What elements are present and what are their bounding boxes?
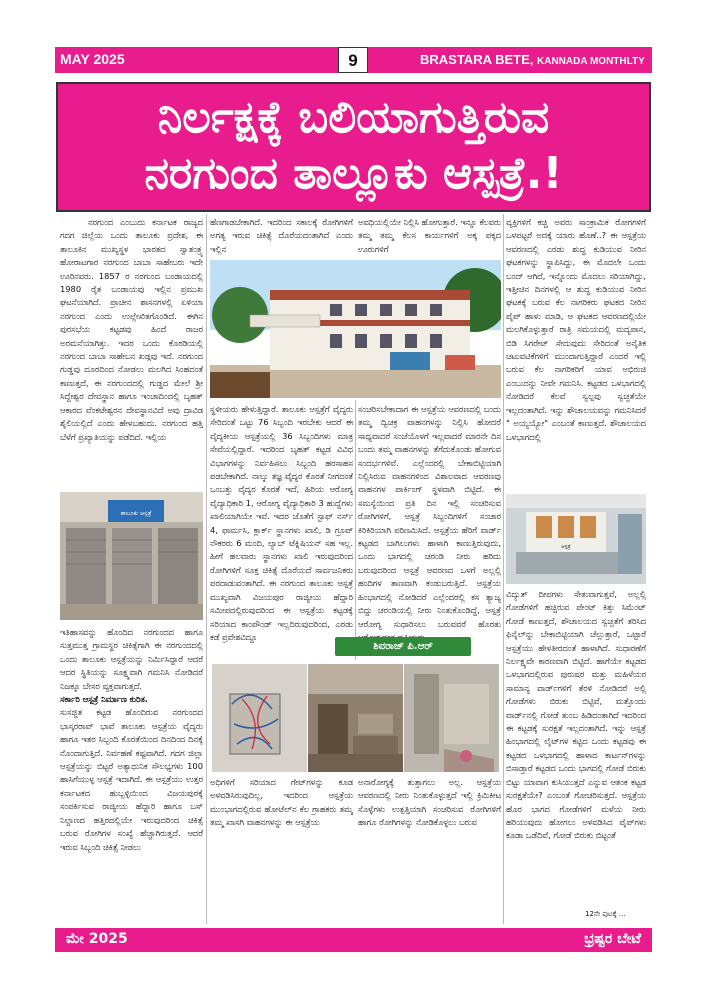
page-number: 9 [338, 47, 368, 73]
footer-date: ಮೇ 2025 [66, 931, 128, 947]
article-paragraph: ಸ್ಥಳೀಯರು ಹೇಳುತ್ತಿದ್ದಾರೆ. ತಾಲೂಕು ಆಸ್ಪತ್ರೆಗೆ ವೈದ್ಯರು ಸೇರಿದಂತೆ ಒಟ್ಟು 76 ಸಿಬ್ಬಂದಿ ಇರಬೇಕು ಆದರೆ ಈ ವೈದ್ಯಕೀಯ ಆಸ್ಪತ್ರೆಯಲ್ಲಿ 36 ಸಿಬ್ಬಂದಿಗಳು ಮಾತ್ರ ಸೇವೆಯಲ್ಲಿದ್ದಾರೆ. ಇದರಿಂದ ಬೃಹತ್ ಕಟ್ಟಡ ವಿವಿಧ ವಿಭಾಗಗಳನ್ನು ನಿರ್ವಹಿಸಲು ಸಿಬ್ಬಂದಿ ಹರಸಾಹಸ ಪಡಬೇಕಾಗಿದೆ. ನಾಲ್ಕು ತಜ್ಞ ವೈದ್ಯರ ಕೊರತೆ ನೀಗದಂತೆ ಒಂಬತ್ತು ವೈದ್ಯರ ಕೊರತೆ ಇದೆ, ಹಿರಿಯ ಆರೋಗ್ಯ ವೈದ್ಯಾಧಿಕಾರಿ 1, ಆರೋಗ್ಯ ವೈದ್ಯಾಧಿಕಾರಿ 3 ಹುದ್ದೆಗಳು ಖಾಲಿಯಾಗಿಯೇ ಇವೆ. ಇದರ ಜೊತೆಗೆ ಸ್ಟಾಫ್ ನರ್ಸ್ 4, ಫಾರ್ಮಸಿ, ಕ್ಲಾರ್ಕ್ ಸ್ಥಾನಗಳು ಖಾಲಿ, ಡಿ ಗ್ರೂಪ್ ನೌಕರರು 6 ಮಂದಿ, ಲ್ಯಾಬ್ ಟೆಕ್ನಿಷಿಯನ್ ಸಹ ಇಲ್ಲ. ಹೀಗೆ ಹಲವಾರು ಸ್ಥಾನಗಳು ಖಾಲಿ ಇರುವುದರಿಂದ ರೋಗಿಗಳಿಗೆ ಸೂಕ್ತ ಚಿಕಿತ್ಸೆ ದೊರೆಯದೆ ಸಾರ್ವಜನಿಕರು ಪರದಾಡುವಂತಾಗಿದೆ. ಈ ನರಗುಂದ ತಾಲೂಕು ಆಸ್ಪತ್ರೆ ಮುಖ್ಯವಾಗಿ ವಿಜಯಪುರ ರಾಜ್ಯೀಯ ಹೆದ್ದಾರಿ ಸಮೀಪದಲ್ಲಿರುವುದರಿಂದ ಈ ಆಸ್ಪತ್ರೆಯ ಕಟ್ಟಡಕ್ಕೆ ಸರಿಯಾದ ಕಾಂಪೌಂಡ್ ಇಲ್ಲದಿರುವುದರಿಂದ, ಎರಡು ಕಡೆ ಪ್ರವೇಶವಿದ್ದೂ [210, 404, 353, 642]
article-paragraph: ವ್ಯಕ್ತಿಗಳಿಗೆ ಕಚ್ಚಿ ಅವರು ಸಾಂಕ್ರಾಮಿಕ ರೋಗಗಳಿಗೆ ಒಳಪಟ್ಟರೆ ಅದಕ್ಕೆ ಯಾರು ಹೊಣೆ..? ಈ ಆಸ್ಪತ್ರೆಯ ಆವರಣದಲ್ಲಿ ಎರಡು ಶುದ್ಧ ಕುಡಿಯುವ ನೀರಿನ ಘಟಕಗಳನ್ನು ಸ್ಥಾಪಿಸಿದ್ದು, ಈ ಮೊದಲೇ ಒಂದು ಬಂದ್ ಆಗಿದೆ, ಇನ್ನೊಂದು ಮೊದಲು ಸರಿಯಾಗಿದ್ದು, ಇತ್ತೀಚಿನ ದಿನಗಳಲ್ಲಿ ಆ ಶುದ್ಧ ಕುಡಿಯುವ ನೀರಿನ ಘಟಕಕ್ಕೆ ಬರುವ ಕೆಲ ನಾಗರಿಕರು ಘಟಕದ ನೀರಿನ ಪೈಪ್ ಹಾಳು ಮಾಡಿ, ಆ ಘಟಕದ ಆವರಣದಲ್ಲಿಯೇ ಮಲಗಿಕೊಳ್ಳುತ್ತಾರೆ ರಾತ್ರಿ ಸಮಯದಲ್ಲಿ ಮದ್ಯಪಾನ, ಬಿಡಿ ಸಿಗರೇಟ್ ಸೇದುವುದು ಸೇರಿದಂತೆ ಅನೈತಿಕ ಚಟುವಟಿಕೆಗಳಿಗೆ ಮುಂದಾಗುತ್ತಿದ್ದಾರೆ ಎಂದರೆ ಇಲ್ಲಿ ಬರುವ ಕೆಲ ನಾಗರಿಕರಿಗೆ ಯಾವ ಅಭಿರುಚಿ ಎಂಬುದನ್ನು ನೀವೇ ಗಮನಿಸಿ. ಕಟ್ಟಡದ ಒಳಭಾಗದಲ್ಲಿ ನೋಡಿದರೆ ಕೆಲವೆ ಸ್ವಲ್ಪವು ಸ್ವಚ್ಛತೆಯೇ ಇಲ್ಲದಂತಾಗಿದೆ. ಇನ್ನು ಶೌಚಾಲಯವನ್ನು ಗಮನಿಸಿದರೆ " ಅಯ್ಯಯ್ಯೋ" ಎಂಬಂತೆ ಕಾಣುತ್ತದೆ. ಶೌಚಾಲಯದ ಒಳಭಾಗದಲ್ಲಿ [506, 217, 646, 442]
article-col1-top [60, 216, 203, 486]
article-col3-top [358, 216, 501, 258]
article-paragraph: ಅಧಿಗಳಿಗೆ ಸರಿಯಾದ ಗೇಟ್‌ಗಳನ್ನು ಕೂಡ ಅಳವಡಿಸಿರುವುದಿಲ್ಲ, ಇದರಿಂದ ಆಸ್ಪತ್ರೆಯ ಮುಂಭಾಗದಲ್ಲಿರುವ ಹೋಟೆಲ್‌ನ ಕೆಲ ಗ್ರಾಹಕರು ತಮ್ಮ ತಮ್ಮ ಖಾಸಗಿ ವಾಹನಗಳನ್ನು ಈ ಆಸ್ಪತ್ರೆಯ [210, 777, 353, 828]
footer-bar [55, 928, 652, 952]
article-col3-bottom [358, 776, 501, 924]
subheading: ಸರ್ಕಾರಿ ಆಸ್ಪತ್ರೆ ನಿರ್ಮಾಣ ಕುರಿತ. [60, 694, 148, 705]
article-paragraph: ಹೆಣಗಾಡಬೇಕಾಗಿದೆ. ಇದರಿಂದ ಸಕಾಲಕ್ಕೆ ರೋಗಿಗಳಿಗೆ ಅಗತ್ಯ ಇರುವ ಚಿಕಿತ್ಸೆ ದೊರೆಯದಂತಾಗಿದೆ ಎಂದು ಇಲ್ಲಿನ [210, 217, 353, 254]
issue-date: MAY 2025 [60, 51, 125, 67]
column-divider [503, 214, 504, 924]
column-divider [206, 214, 207, 924]
shop-sign-text: ತಾಲೂಕು ಆಸ್ಪತ್ರೆ [120, 510, 152, 517]
article-paragraph: ವಿದ್ಯುತ್ ದೀಪಗಳು ಸೇತುವಾಗುತ್ತವೆ, ಅಲ್ಲಲ್ಲಿ ಗೋಡೆಗಳಿಗೆ ಹಚ್ಚಿರುವ ಪೇಂಟ್ ಕಿತ್ತು ಸಿಮೆಂಟ್ ಗೋಡೆ ಕಾಣುತ್ತದೆ, ಶೌಚಾಲಯದ ಸ್ವಚ್ಛತೆಗೆ ತರಿಸಿದ ಫಿನೈಲ್‌ನ್ನು ಬೇಕಾಬಿಟ್ಟಿಯಾಗಿ ಚೆಲ್ಲುತ್ತಾರೆ, ಒಟ್ಟಾರೆ ಆಸ್ಪತ್ರೆಯು ಹೇಳತೀರದಂತೆ ಹಾಳಾಗಿದೆ. ಸುಧಾರಣೆಗೆ ನಿರ್ಲಕ್ಷ್ಯವೇ ಕಾರಣವಾಗಿ ಬಿಟ್ಟಿದೆ. ಹಾಗೆಯೇ ಕಟ್ಟಡದ ಒಳಭಾಗದಲ್ಲಿರುವ ಪುರುಷರ ಮತ್ತು ಮಹಿಳೆಯರ ಸಾಮಾನ್ಯ ವಾರ್ಡ್‌ಗಳಿಗೆ ತೆರಳಿ ನೋಡಿದರೆ ಅಲ್ಲಿ ಗೋಡೆಗಳು ಬಿರುಕು ಬಿಟ್ಟಿವೆ, ಮತ್ತೊಂದು ವಾರ್ಡ್‌ನಲ್ಲಿ ಗೋಡೆ ತುಂಬ ಹಿಡಿದಂತಾಗಿದೆ ಇದರಿಂದ ಈ ಕಟ್ಟಡಕ್ಕೆ ಸುರಕ್ಷತೆ ಇಲ್ಲದಂತಾಗಿದೆ. ಇನ್ನು ಆಸ್ಪತ್ರೆ ಹಿಂಭಾಗದಲ್ಲಿ ಲೈಟ್‌ಗಳ ಕಟ್ಟಿದ ಒಂದು ಕಟ್ಟಡವು ಈ ಕಟ್ಟಡದ ಒಳಭಾಗದಲ್ಲಿ ಹಾಳಾದ ಕಾರ್ಟನ್‌ಗಳನ್ನು ಬಿಸಾಡ್ತಾರೆ ಕಟ್ಟಡದ ಒಂದು ಭಾಗದಲ್ಲಿ ಗೋಡೆ ಬಿರುಕು ಬಿಟ್ಟು ಯಾವಾಗ ಕುಸಿಯುತ್ತದೆ ಎನ್ನುವ ಆತಂಕ ಕಟ್ಟಡ ಸುರಕ್ಷತೆಯೇ? ಎಂಬಂತೆ ಗೋಚರಿಸುತ್ತದೆ. ಆಸ್ಪತ್ರೆಯ ಹೊರ ಭಾಗದ ಗೋಡೆಗಳಿಗೆ ಮಳೆಯ ನೀರು ಹರಿಯುವುದು ಹೋಗಲು ಅಳವಡಿಸಿದ ಪೈಪ್‌ಗಳು ಕೂಡಾ ಒಡೆದಿವೆ, ಗೋಡೆ ಬಿರುಕು ಬಿಟ್ಟಂತೆ [506, 589, 646, 841]
article-paragraph: ಅನಾರೋಗ್ಯಕ್ಕೆ ತುತ್ತಾಗಲು ಅಲ್ಲ. ಆಸ್ಪತ್ರೆಯ ಆವರಣದಲ್ಲಿ ನೀರು ನಿಂತುಕೊಳ್ಳುತ್ತದೆ ಇಲ್ಲಿ ಕ್ರಿಮಿಕೀಟ ಸೊಳ್ಳೆಗಳು ಉತ್ಪತ್ತಿಯಾಗಿ ಸಂಚರಿಸುವ ರೋಗಿಗಳಿಗೆ ಹಾಗೂ ರೋಗಿಗಳನ್ನು ನೋಡಿಕೊಳ್ಳಲು ಬರುವ [358, 777, 501, 828]
article-col4-mid [506, 588, 646, 908]
article-paragraph: ಅವಧಿಯಲ್ಲಿಯೇ ನಿಲ್ಲಿಸಿ ಹೋಗುತ್ತಾರೆ. ಇನ್ನೂ ಕೆಲವರು ತಮ್ಮ ತಮ್ಮ ಕೆಲಸ ಕಾರ್ಯಗಳಿಗೆ ಅಕ್ಕ ಪಕ್ಕದ ಊರುಗಳಿಗೆ [358, 217, 501, 254]
article-col3-mid [358, 403, 501, 658]
photo-shop-front [60, 492, 203, 620]
article-col4-top [506, 216, 646, 491]
photo-ward-interior [308, 664, 403, 772]
headline-line-2: ನರಗುಂದ ತಾಲ್ಲೂಕು ಆಸ್ಪತ್ರೆ.! [144, 148, 563, 199]
article-col1-bottom [60, 626, 203, 922]
article-paragraph: ಸುಸಜ್ಜಿತ ಕಟ್ಟಡ ಹೊಂದಿರುವ ನರಗುಂದದ ಭಾಸ್ಕರರಾವ್ ಭಾವೆ ತಾಲೂಕು ಆಸ್ಪತ್ರೆಯ ವೈದ್ಯರು ಹಾಗೂ ಇತರ ಸಿಬ್ಬಂದಿ ಕೊರತೆಯಿಂದ ದಿನದಿಂದ ದಿನಕ್ಕೆ ನೊಂದಾಗುತ್ತಿದೆ. ನಿರ್ವಹಣೆ ಕಷ್ಟವಾಗಿದೆ. ಗದಗ ಜಿಲ್ಲಾ ಆಸ್ಪತ್ರೆಯನ್ನು ಬಿಟ್ಟರೆ ಅತ್ಯಾಧುನಿಕ ಸೌಲಭ್ಯಗಳು 100 ಹಾಸಿಗೆಯುಳ್ಳ ಆಸ್ಪತ್ರೆ ಇದಾಗಿದೆ. ಈ ಆಸ್ಪತ್ರೆಯು ಉತ್ತರ ಕರ್ನಾಟಕದ ಹುಬ್ಬಳ್ಳಿಯಿಂದ ವಿಜಯಪುರಕ್ಕೆ ಸಂಪರ್ಕಿಸುವ ರಾಜ್ಯೀಯ ಹೆದ್ದಾರಿ ಹಾಗೂ ಬಸ್ ನಿಲ್ದಾಣದ ಹತ್ತಿರದಲ್ಲಿಯೇ ಇರುವುದರಿಂದ ಚಿಕಿತ್ಸೆ ಬರುವ ರೋಗಿಗಳ ಸಂಖ್ಯೆ ಹೆಚ್ಚಾಗಿರುತ್ತದೆ. ಆದರೆ ಇರುವ ಸಿಬ್ಬಂದಿ ಚಿಕಿತ್ಸೆ ನೀಡಲು [60, 707, 203, 852]
author-byline: ಶಿವರಾಜ್ ಪಿ.ಆರ್ [335, 637, 471, 656]
photo-electric-panel [212, 664, 307, 772]
headline-box [56, 82, 651, 212]
continued-note: 12ನೇ ಪುಟಕ್ಕೆ ... [585, 910, 626, 918]
article-paragraph: ನರಗುಂದ ಎಂಬುದು ಕರ್ನಾಟಕ ರಾಜ್ಯದ ಗದಗ ಜಿಲ್ಲೆಯ ಒಂದು ತಾಲೂಕು ಪ್ರದೇಶ, ಈ ತಾಲೂಕಿನ ಮುಖ್ಯಸ್ಥಳ ಭಾರತದ ಸ್ವಾತಂತ್ರ್ಯ ಹೋರಾಟಗಾರ ನರಗುಂದ ಬಾಬಾ ಸಾಹೇಬರು ಇದೇ ಊರಿನವರು. 1857 ರ ನರಗುಂದ ಬಂಡಾಯದಲ್ಲಿ 1980 ರೈತ ಬಂಡಾಯವು ಇಲ್ಲಿನ ಪ್ರಮುಖ ಘಟನೆಯಾಗಿದೆ. ಪ್ರಾಚೀನ ಶಾಸನಗಳಲ್ಲಿ ಏಳಿಯಾ ನರಗುಂದ ಎಂದು ಉಲ್ಲೇಖಿತಗೊಂಡಿದೆ. ಈಗಿನ ಪುರಸಭೆಯ ಕಟ್ಟಡವು ಹಿಂದೆ ರಾಜರ ಅರಮನೆಯಾಗಿತ್ತು. ಇದರ ಒಂದು ಕೊಠಡಿಯಲ್ಲಿ ನರಗುಂದ ಬಾಬಾ ಸಾಹೇಬನ ಖಡ್ಗವು ಇದೆ. ನರಗುಂದ ಗುಡ್ಡವು ದೂರದಿಂದ ನೋಡಲು ಮಲಗಿದ ಸಿಂಹದಂತೆ ಕಾಣುತ್ತದೆ, ಈ ನರಗುಂದದಲ್ಲಿ ಗುಡ್ಡದ ಮೇಲೆ ಶ್ರೀ ಸಿದ್ದೇಶ್ವರ ದೇವಸ್ಥಾನ ಹಾಗೂ ಇಂಚಾದಿಂದಲ್ಲಿ ಬೃಹತ್ ಆಕಾರದ ವೆಂಕಟೇಶ್ವರನ ದೇವಸ್ಥಾನವಿದೆ ಅವು ದ್ರಾವಿಡ ಶೈಲಿಯಲ್ಲಿದೆ ಎಂದು ಹೇಳಬಹುದು. ನರಗುಂದ ಹತ್ತಿ ಬೆಳೆಗೆ ಪ್ರಖ್ಯಾತಿಯನ್ನು ಪಡೆದಿದೆ. ಇಲ್ಲಿಯ [60, 217, 203, 442]
article-col2-bottom [210, 776, 353, 924]
publication-subtitle: KANNADA MONTHLTY [537, 56, 645, 67]
footer-publication: ಭ್ರಷ್ಟರ ಬೇಟೆ [584, 931, 641, 947]
publication-name [420, 52, 645, 67]
column-divider [355, 400, 356, 660]
desk-sign-text: ಆಸ್ಪತ್ರೆ [561, 544, 571, 550]
article-paragraph: ಸಂಚರಿಸಬೇಕಾದಾಗ ಈ ಆಸ್ಪತ್ರೆಯ ಆವರಣದಲ್ಲಿ ಬಂದು ತಮ್ಮ ದ್ವಿಚಕ್ರ ವಾಹನಗಳನ್ನು ನಿಲ್ಲಿಸಿ ಹೋದರೆ ಸಾಧ್ಯವಾದರೆ ಸಂಜೆಯೊಳಗೆ ಇಲ್ಲವಾದರೆ ಮಾರನೇ ದಿನ ಬಂದು ತಮ್ಮ ವಾಹನಗಳನ್ನು ತೆಗೆದುಕೊಂಡು ಹೋಗುವ ಸಂದರ್ಭಗಳಿವೆ. ಎಲ್ಲೆಂದರಲ್ಲಿ ಬೇಕಾಬಿಟ್ಟಿಯಾಗಿ ನಿಲ್ಲಿಸಿರುವ ವಾಹನಗಳಿಂದ ವಿಶಾಲವಾದ ಆವರಣವು ವಾಹನಗಳ ಪಾರ್ಕಿಂಗ್ ಸ್ಥಳವಾಗಿ ಬಿಟ್ಟಿದೆ. ಈ ಸಮಸ್ಯೆಯಿಂದ ಪ್ರತಿ ದಿನ ಇಲ್ಲಿ ಸಂಚರಿಸುವ ರೋಗಿಗಳಿಗೆ, ಆಸ್ಪತ್ರೆ ಸಿಬ್ಬಂದಿಗಳಿಗೆ ಸಂಚಾರ ಕಿರಿಕಿರಿಯಾಗಿ ಪರಿಣಮಿಸಿದೆ. ಆಸ್ಪತ್ರೆಯ ಹೆರಿಗೆ ವಾರ್ಡ್ ಕಟ್ಟಡದ ಬಾಗಿಲುಗಳು ಹಾಳಾಗಿ ಕಾಣುತ್ತಿರುವುದು, ಒಂದು ಭಾಗದಲ್ಲಿ ಚರಂಡಿ ನೀರು ಹರಿದು ಬರುವುದರಿಂದ ಆಸ್ಪತ್ರೆ ಆವರಣದ ಒಳಗೆ ಅಲ್ಲಲ್ಲಿ ಹಂದಿಗಳ ತಾಣವಾಗಿ ಕಂಡುಬರುತ್ತಿದೆ. ಆಸ್ಪತ್ರೆಯ ಹಿಂಭಾಗದಲ್ಲಿ ನೋಡಿದರೆ ಎಲ್ಲೆಂದರಲ್ಲಿ ಕಸ ತ್ಯಾಜ್ಯ ಬಿದ್ದು ಚರಂಡಿಯಲ್ಲಿ ನೀರು ನಿಂತುಕೊಂಡಿದ್ದೆ, ಆಸ್ಪತ್ರೆ ಆರೋಗ್ಯ ಸುಧಾರಿಸಲು ಬರುವವರೆ ಹೊರತು [358, 404, 501, 629]
article-col2-top [210, 216, 353, 258]
photo-damaged-room [404, 664, 499, 772]
article-paragraph: ಇತಿಹಾಸವನ್ನು ಹೊಂದಿದ ನರಗುಂದದ ಹಾಗೂ ಸುತ್ತಮುತ್ತ ಗ್ರಾಮಸ್ಥರ ಚಿಕಿತ್ಸೆಗಾಗಿ ಈ ನರಗುಂದದಲ್ಲಿ ಒಂದು ತಾಲೂಕು ಆಸ್ಪತ್ರೆಯನ್ನು ನಿರ್ಮಿಸಿದ್ದಾರೆ ಆದರೆ ಆದರ ಸ್ಥಿತಿಯನ್ನು ಸೂಕ್ಷ್ಮವಾಗಿ ಗಮನಿಸಿ ನೋಡಿದರೆ ನಿಜಕ್ಕೂ ಬೇಸರ ವ್ಯಕ್ತವಾಗುತ್ತದೆ. [60, 627, 203, 691]
publication-title: BRASTARA BETE, [420, 52, 534, 67]
article-col2-mid [210, 403, 353, 658]
photo-hospital-building [210, 260, 501, 398]
photo-reception-desk [506, 494, 646, 584]
headline-line-1: ನಿರ್ಲಕ್ಷಕ್ಕೆ ಬಲಿಯಾಗುತ್ತಿರುವ [157, 92, 550, 143]
